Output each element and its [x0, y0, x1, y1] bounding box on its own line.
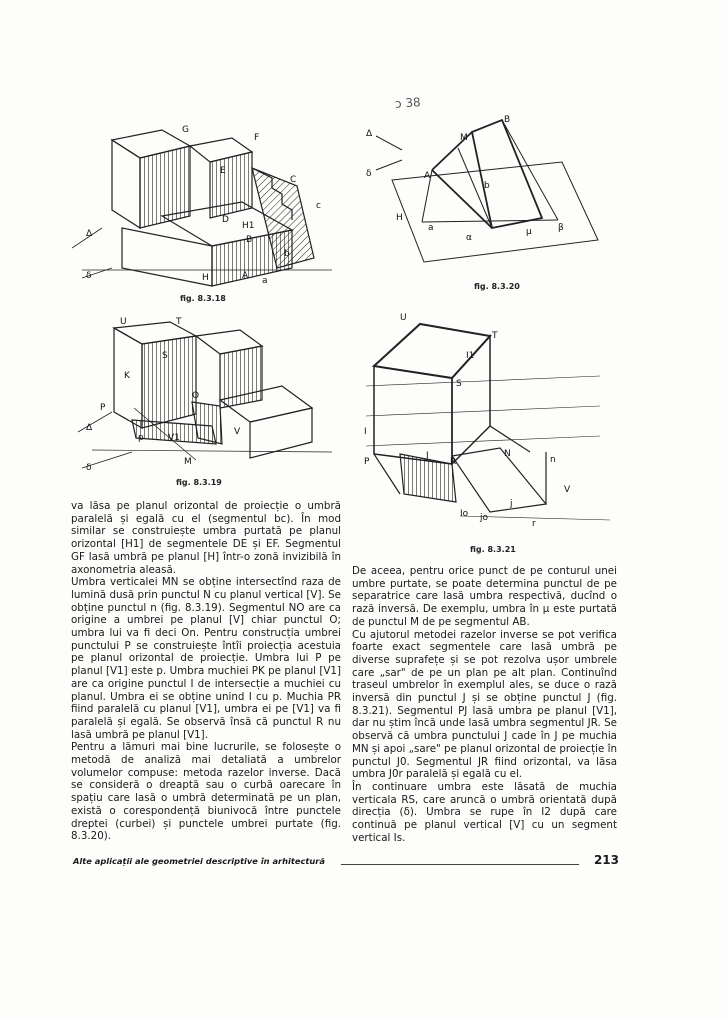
- label-C: C: [290, 175, 297, 185]
- label-I1: I1: [466, 351, 475, 361]
- footer-rule: [341, 864, 579, 865]
- running-title: Alte aplicații ale geometriei descriptive în arhitectură: [73, 856, 325, 866]
- label-D: D: [222, 215, 229, 225]
- label-F: F: [254, 133, 260, 143]
- right-paragraph-2: Cu ajutorul metodei razelor inverse se pot verifica foarte exact segmentele care lasă umbră pe diverse suprafețe și se pot rezolva ușor umbrele care „sar" de pe un plan pe alt plan. Continuînd traseul umbrelor în exemplul ales, se duce o rază inversă din punctul J și se obține punctul J (fig. 8.3.21). Segmentul PJ lasă umbra pe planul [V1], dar nu știm încă unde lasă umbra segmentul JR. Se observă că umbra punctului J cade în J pe muchia MN și apoi „sare" pe planul orizontal de proiecție în punctul J0. Segmentul JR fiind orizontal, va lăsa umbra J0r paralelă și egală cu el.: [352, 628, 617, 781]
- label-H: H: [396, 213, 403, 223]
- label-O: O: [192, 391, 200, 401]
- label-I: I: [364, 427, 367, 437]
- label-G: G: [182, 125, 189, 135]
- figure-8-3-19-caption: fig. 8.3.19: [176, 478, 222, 487]
- page-footer: [73, 853, 619, 872]
- left-text-column: [71, 500, 341, 843]
- right-paragraph-3: În continuare umbra este lăsată de muchia verticala RS, care aruncă o umbră orientată după direcția (δ). Umbra se rupe în I2 după care continuă pe planul vertical [V] cu un segment vertical Is.: [352, 780, 617, 844]
- label-mu: μ: [526, 227, 532, 237]
- label-delta: δ: [86, 463, 92, 473]
- figure-8-3-21: [360, 306, 620, 556]
- label-B: B: [504, 115, 511, 125]
- label-r: r: [532, 519, 536, 529]
- label-delta: δ: [86, 271, 92, 281]
- figure-8-3-18-caption: fig. 8.3.18: [180, 294, 226, 303]
- label-B: B: [246, 235, 253, 245]
- label-J: J: [426, 451, 429, 461]
- label-N: N: [504, 449, 511, 459]
- label-M: M: [460, 133, 468, 143]
- label-U: U: [400, 313, 407, 323]
- figure-8-3-20: [362, 110, 612, 280]
- left-paragraph-3: Pentru a lămuri mai bine lucrurile, se folosește o metodă de analiză mai detaliată a umbrelor volumelor compuse: metoda razelor inverse. Dacă se consideră o dreaptă sau o curbă oarecare în spațiu care lasă o umbră determinată pe un plan, există o corespondență biunivocă între punctele dreptei (curbei) și punctele umbrei purtate (fig. 8.3.20).: [71, 741, 341, 843]
- figure-8-3-19-drawing: [72, 310, 352, 475]
- label-a: a: [428, 223, 434, 233]
- label-S: S: [456, 379, 462, 389]
- label-jo: jo: [480, 513, 489, 523]
- label-V: V: [564, 485, 571, 495]
- label-Delta: Δ: [86, 229, 93, 239]
- label-beta: β: [558, 223, 564, 233]
- label-b: b: [484, 181, 490, 191]
- figure-8-3-21-caption: fig. 8.3.21: [470, 545, 516, 554]
- label-n: n: [550, 455, 556, 465]
- handwritten-note: ɔ 38: [394, 95, 422, 111]
- label-P: P: [364, 457, 370, 467]
- figure-8-3-19: [72, 310, 352, 475]
- figure-8-3-21-drawing: [360, 306, 620, 556]
- label-H1: H1: [242, 221, 255, 231]
- left-paragraph-2: Umbra verticalei MN se obține intersectînd raza de lumină dusă prin punctul N cu planul vertical [V]. Se obține punctul n (fig. 8.3.19). Segmentul NO are ca origine a umbrei pe planul [V] chiar punctul O; umbra lui va fi deci On. Pentru construcția umbrei punctului P se construiește întîi proiecția acestuia pe planul orizontal de proiecție. Umbra lui P pe planul [V1] este p. Umbra muchiei PK pe planul [V1] are ca origine punctul I de intersecție a muchiei cu planul. Umbra ei se obține unind I cu p. Muchia PR fiind paralelă cu planul [V1], umbra ei pe [V1] va fi paralelă și egală. Se observă însă că punctul R nu lasă umbră pe planul [V1].: [71, 576, 341, 741]
- label-j: j: [510, 499, 513, 509]
- figure-8-3-20-caption: fig. 8.3.20: [474, 282, 520, 291]
- label-alpha: α: [466, 233, 472, 243]
- figure-8-3-20-drawing: [362, 110, 612, 280]
- label-c: c: [316, 201, 321, 211]
- left-paragraph-1: va lăsa pe planul orizontal de proiecție o umbră paralelă și egală cu el (segmentul bc). În mod similar se construiește umbra purtată pe planul orizontal [H1] de segmentele DE și EF. Segmentul GF lasă umbră pe planul [H] într-o zonă invizibilă în axonometria aleasă.: [71, 500, 341, 576]
- label-b: b: [284, 249, 290, 259]
- label-K: K: [124, 371, 130, 381]
- label-Delta: Δ: [366, 129, 373, 139]
- label-V1: V1: [168, 433, 180, 443]
- label-S: S: [162, 351, 168, 361]
- page-number: 213: [593, 853, 619, 867]
- label-a: a: [262, 276, 268, 286]
- label-T: T: [492, 331, 498, 341]
- label-U: U: [120, 317, 127, 327]
- label-V: V: [234, 427, 241, 437]
- right-text-column: [352, 565, 617, 844]
- label-A: A: [424, 171, 431, 181]
- figure-8-3-18: [72, 118, 352, 293]
- figure-8-3-18-drawing: [72, 118, 352, 293]
- label-delta: δ: [366, 169, 372, 179]
- label-M: M: [184, 457, 192, 467]
- label-T: T: [176, 317, 182, 327]
- label-p: p: [138, 433, 144, 443]
- label-Io: Io: [460, 509, 469, 519]
- label-E: E: [220, 166, 226, 176]
- right-paragraph-1: De aceea, pentru orice punct de pe conturul unei umbre purtate, se poate determina punctul de pe separatrice care lasă umbra respectivă, ducînd o rază inversă. De exemplu, umbra în μ este purtată de punctul M de pe segmentul AB.: [352, 565, 617, 628]
- label-R: R: [450, 457, 457, 467]
- label-Delta: Δ: [86, 423, 93, 433]
- label-A: A: [242, 271, 249, 281]
- label-H: H: [202, 273, 209, 283]
- label-P: P: [100, 403, 106, 413]
